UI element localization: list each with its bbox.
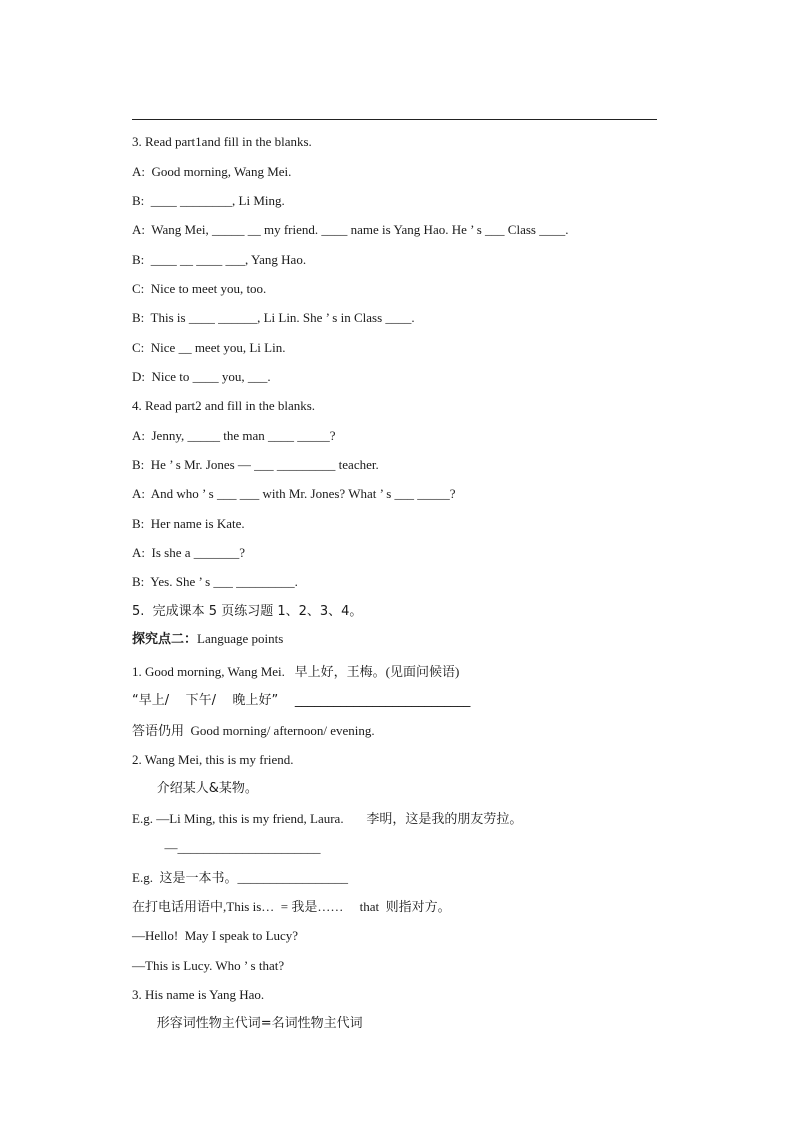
dialog-line: C: Nice __ meet you, Li Lin. [132,340,286,355]
dialog-line: B: ____ __ ____ ___, Yang Hao. [132,252,307,267]
dialog-line: B: Her name is Kate. [132,516,245,531]
dialog-line: B: ____ ________, Li Ming. [132,193,285,208]
dialog-line: A: Wang Mei, _____ __ my friend. ____ name is Yang Hao. He ’ s ___ Class ____. [132,222,569,237]
section2-sub: Language points [197,631,284,646]
example-line: E.g. —Li Ming, this is my friend, Laura. 李明，这是我的朋友劳拉。 [132,811,523,826]
dialog-line: B: Yes. She ’ s ___ _________. [132,574,298,589]
phone-note: 在打电话用语中,This is… = 我是…… that 则指对方。 [132,899,451,914]
dialog-line: A: Good morning, Wang Mei. [132,164,292,179]
dialog-line: B: This is ____ ______, Li Lin. She ’ s in Class ____. [132,310,415,325]
example-line: E.g. 这是一本书。_________________ [132,870,348,885]
dialog-line: A: Is she a _______? [132,545,246,560]
dialog-line: A: Jenny, _____ the man ____ _____? [132,428,336,443]
point1-line: 1. Good morning, Wang Mei. 早上好，王梅。(见面问候语) [132,664,460,679]
dialog-line: B: He ’ s Mr. Jones — ___ _________ teacher. [132,457,379,472]
point3-line: 3. His name is Yang Hao. [132,987,265,1002]
answer-blank: —______________________ [132,840,321,855]
point2-line: 2. Wang Mei, this is my friend. [132,752,294,767]
section2-heading [132,631,283,648]
task3-heading: 3. Read part1and fill in the blanks. [132,134,312,149]
dialog-line: A: And who ’ s ___ ___ with Mr. Jones? What ’ s ___ _____? [132,486,456,501]
greeting-line: “早上/ 下午/ 晚上好” ___________________________ [132,693,471,708]
dialog-line: D: Nice to ____ you, ___. [132,369,271,384]
header-rule [132,119,657,120]
task4-heading: 4. Read part2 and fill in the blanks. [132,398,316,413]
dialog-line: C: Nice to meet you, too. [132,281,267,296]
intro-note: 介绍某人&某物。 [132,781,258,796]
task5-line: 5. 完成课本 5 页练习题 1、2、3、4。 [132,604,363,619]
phone-dialog: —Hello! May I speak to Lucy? [132,928,299,943]
phone-dialog: —This is Lucy. Who ’ s that? [132,958,285,973]
section2-label: 探究点二： [132,632,198,647]
pronoun-note: 形容词性物主代词=名词性物主代词 [132,1016,363,1031]
reply-line: 答语仍用 Good morning/ afternoon/ evening. [132,723,375,738]
